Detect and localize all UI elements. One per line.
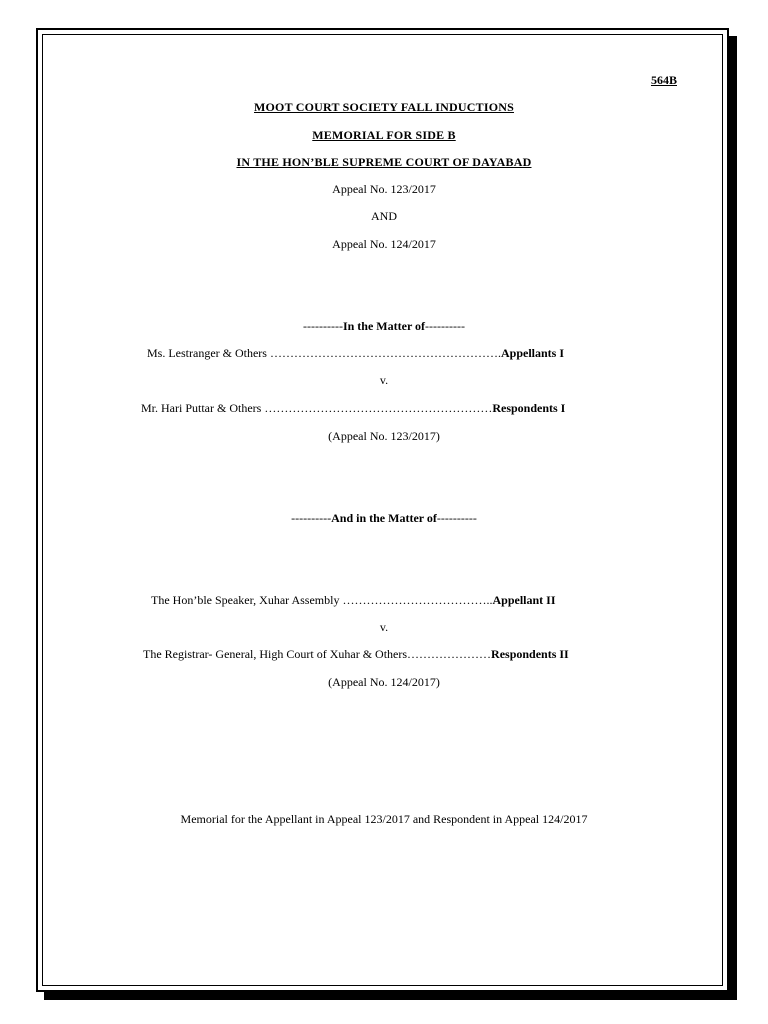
matter-2-versus: v. [379, 620, 389, 634]
matter-2-appellant-role: Appellant II [492, 593, 556, 607]
document-code: 564B [650, 73, 677, 87]
matter-2-respondent-dots: ………………… [407, 647, 492, 661]
appeal-number-1: Appeal No. 123/2017 [332, 182, 436, 196]
matter-2-prefix: ---------- [291, 511, 332, 525]
matter-1-versus: v. [379, 373, 389, 387]
matter-1-suffix: ---------- [425, 319, 466, 333]
matter-2-respondent-role: Respondents II [491, 647, 569, 661]
memorial-description: Memorial for the Appellant in Appeal 123/2017 and Respondent in Appeal 124/2017 [180, 812, 588, 826]
matter-1-appeal-ref: (Appeal No. 123/2017) [328, 429, 440, 443]
matter-1-heading [0, 318, 768, 334]
matter-2-title: And in the Matter of [331, 511, 437, 525]
matter-2-respondent-line [143, 646, 569, 662]
matter-1-prefix: ---------- [302, 319, 343, 333]
matter-1-appellant-role: Appellants I [500, 346, 565, 360]
matter-2-heading [0, 510, 768, 526]
heading-court: IN THE HON’BLE SUPREME COURT OF DAYABAD [236, 155, 532, 169]
matter-2-appellant-line [151, 592, 556, 608]
matter-1-respondent-dots: ………………………………………………… [261, 401, 493, 415]
heading-memorial-side: MEMORIAL FOR SIDE B [312, 128, 456, 142]
matter-1-appellant-line [147, 345, 564, 361]
matter-1-appellant-name: Ms. Lestranger & Others [147, 346, 267, 360]
matter-2-appeal-ref: (Appeal No. 124/2017) [328, 675, 440, 689]
matter-1-respondent-line [141, 400, 565, 416]
matter-1-appellant-dots: …………………………………………………. [266, 346, 501, 360]
matter-2-suffix: ---------- [436, 511, 477, 525]
matter-1-respondent-role: Respondents I [492, 401, 566, 415]
and-separator: AND [371, 209, 397, 223]
matter-2-respondent-name: The Registrar- General, High Court of Xuhar & Others [143, 647, 408, 661]
appeal-number-2: Appeal No. 124/2017 [332, 237, 436, 251]
matter-2-appellant-name: The Hon’ble Speaker, Xuhar Assembly [151, 593, 340, 607]
heading-moot-court: MOOT COURT SOCIETY FALL INDUCTIONS [254, 100, 514, 114]
matter-1-respondent-name: Mr. Hari Puttar & Others [141, 401, 262, 415]
matter-1-title: In the Matter of [342, 319, 426, 333]
matter-2-appellant-dots: ……………………………….. [339, 593, 493, 607]
